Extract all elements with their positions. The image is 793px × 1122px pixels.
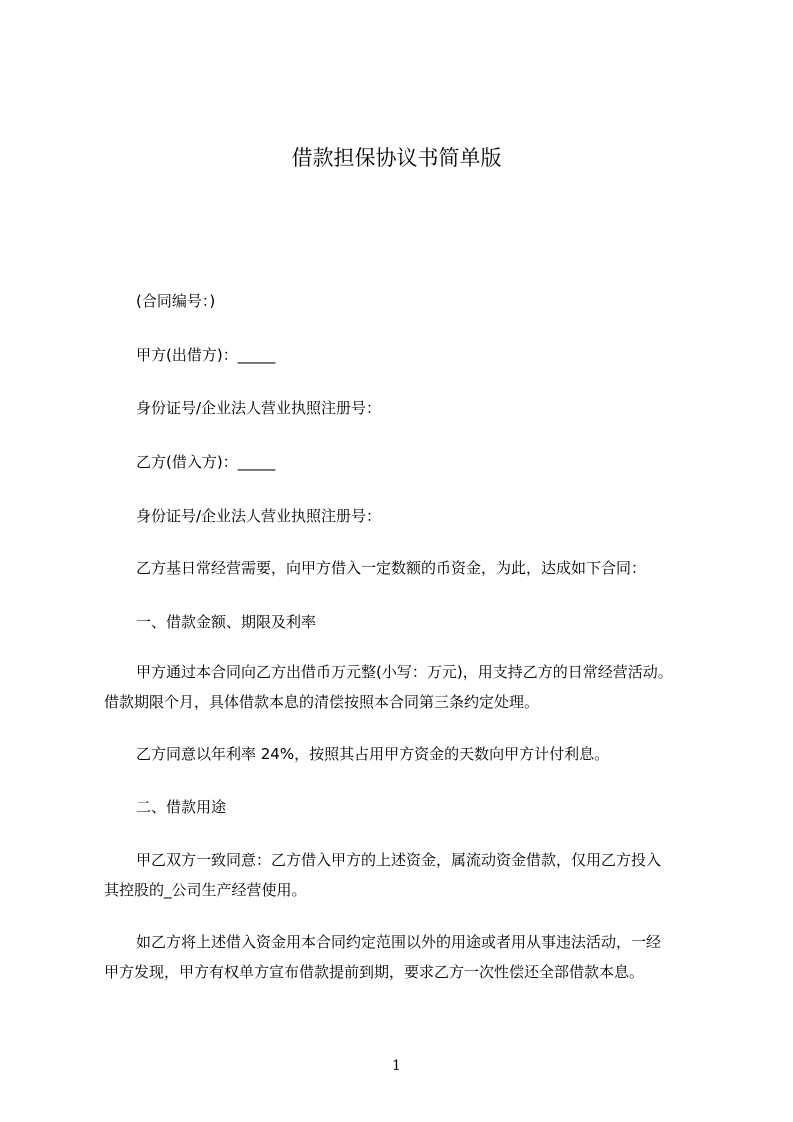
- document-title: 借款担保协议书简单版: [291, 146, 502, 170]
- party-b-id-line: 身份证号/企业法人营业执照注册号：: [136, 507, 382, 525]
- section-2-paragraph-2-line-2: 甲方发现，甲方有权单方宣布借款提前到期，要求乙方一次性偿还全部借款本息。: [104, 963, 645, 981]
- section-2-paragraph-2-line-1: 如乙方将上述借入资金用本合同约定范围以外的用途或者用从事违法活动，一经: [136, 933, 662, 951]
- section-1-paragraph-1-line-2: 借款期限个月，具体借款本息的清偿按照本合同第三条约定处理。: [104, 693, 540, 711]
- section-2-paragraph-1-line-2: 其控股的_公司生产经营使用。: [104, 881, 307, 899]
- party-b-line: 乙方(借入方)：_____: [136, 453, 276, 471]
- contract-number: (合同编号：): [136, 292, 216, 310]
- party-a-id-line: 身份证号/企业法人营业执照注册号：: [136, 399, 382, 417]
- section-1-paragraph-1-line-1: 甲方通过本合同向乙方出借币万元整(小写：万元)，用支持乙方的日常经营活动。: [136, 663, 673, 681]
- party-a-line: 甲方(出借方)：_____: [136, 346, 276, 364]
- page-number: 1: [392, 1058, 401, 1074]
- intro-paragraph: 乙方基日常经营需要，向甲方借入一定数额的币资金，为此，达成如下合同：: [136, 559, 647, 577]
- section-2-paragraph-1-line-1: 甲乙双方一致同意：乙方借入甲方的上述资金，属流动资金借款，仅用乙方投入: [136, 851, 662, 869]
- section-2-heading: 二、借款用途: [136, 798, 227, 816]
- section-1-heading: 一、借款金额、期限及利率: [136, 613, 317, 631]
- section-1-paragraph-1: [104, 657, 714, 717]
- section-2-paragraph-1: [104, 845, 714, 905]
- section-1-paragraph-2: 乙方同意以年利率 24%，按照其占用甲方资金的天数向甲方计付利息。: [136, 745, 610, 763]
- section-2-paragraph-2: [104, 927, 714, 987]
